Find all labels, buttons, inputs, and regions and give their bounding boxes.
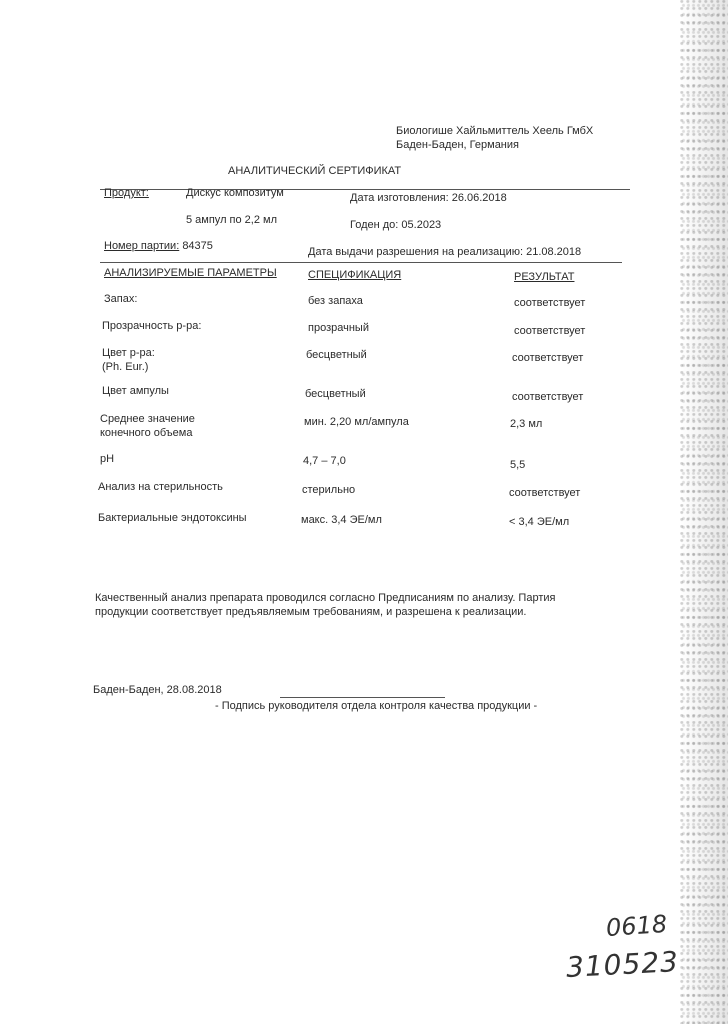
row-param: Цвет ампулы xyxy=(102,385,169,397)
row-result: соответствует xyxy=(514,297,586,309)
row-result: соответствует xyxy=(509,487,581,499)
batch-number: 84375 xyxy=(182,240,213,252)
handwritten-note-2: 310523 xyxy=(565,945,680,984)
header-parameters: АНАЛИЗИРУЕМЫЕ ПАРАМЕТРЫ xyxy=(104,267,277,279)
product-label: Продукт: xyxy=(104,187,149,199)
header-specification: СПЕЦИФИКАЦИЯ xyxy=(308,269,402,281)
conclusion-text-1: Качественный анализ препарата проводился согласно Предписаниям по анализу. Партия xyxy=(95,592,556,604)
row-result: 5,5 xyxy=(510,459,526,471)
company-name: Биологише Хайльмиттель Хеель ГмбХ xyxy=(396,125,594,137)
handwritten-note-1: 0618 xyxy=(605,909,668,943)
scan-noise-edge xyxy=(680,0,728,1024)
signature-caption: - Подпись руководителя отдела контроля качества продукции - xyxy=(215,700,538,712)
row-param: Анализ на стерильность xyxy=(98,481,223,493)
row-spec: стерильно xyxy=(302,484,356,496)
product-name: Дискус композитум xyxy=(186,187,284,199)
header-result: РЕЗУЛЬТАТ xyxy=(514,271,575,283)
release-date: Дата выдачи разрешения на реализацию: 21.08.2018 xyxy=(308,246,582,258)
row-spec: бесцветный xyxy=(305,388,366,400)
row-result: соответствует xyxy=(514,325,586,337)
row-spec: бесцветный xyxy=(306,349,367,361)
document-title: АНАЛИТИЧЕСКИЙ СЕРТИФИКАТ xyxy=(228,165,402,177)
row-param: Среднее значение xyxy=(100,413,195,425)
row-param-sub: конечного объема xyxy=(100,427,193,439)
row-param: Прозрачность р-ра: xyxy=(102,320,202,332)
place-date: Баден-Баден, 28.08.2018 xyxy=(93,684,222,696)
company-location: Баден-Баден, Германия xyxy=(396,139,519,151)
row-result: < 3,4 ЭЕ/мл xyxy=(509,516,570,528)
row-spec: прозрачный xyxy=(308,322,369,334)
row-result: соответствует xyxy=(512,391,584,403)
row-result: соответствует xyxy=(512,352,584,364)
batch-label: Номер партии: xyxy=(104,240,180,252)
batch-rule xyxy=(100,262,622,263)
expiry-date: Годен до: 05.2023 xyxy=(350,219,442,231)
conclusion-text-2: продукции соответствует предъявляемым требованиям, и разрешена к реализации. xyxy=(95,606,527,618)
row-spec: без запаха xyxy=(308,295,363,307)
signature-line xyxy=(280,697,445,698)
row-param: Цвет р-ра: xyxy=(102,347,155,359)
row-param: Бактериальные эндотоксины xyxy=(98,512,247,524)
batch-row xyxy=(104,240,213,252)
title-rule xyxy=(100,189,630,190)
row-param-sub: (Ph. Eur.) xyxy=(102,361,149,373)
row-param: Запах: xyxy=(104,293,138,305)
product-package: 5 ампул по 2,2 мл xyxy=(186,214,278,226)
manufacture-date: Дата изготовления: 26.06.2018 xyxy=(350,192,507,204)
row-spec: 4,7 – 7,0 xyxy=(303,455,346,467)
row-spec: мин. 2,20 мл/ампула xyxy=(304,416,409,428)
row-spec: макс. 3,4 ЭЕ/мл xyxy=(301,514,382,526)
row-result: 2,3 мл xyxy=(510,418,543,430)
row-param: pH xyxy=(100,453,115,465)
